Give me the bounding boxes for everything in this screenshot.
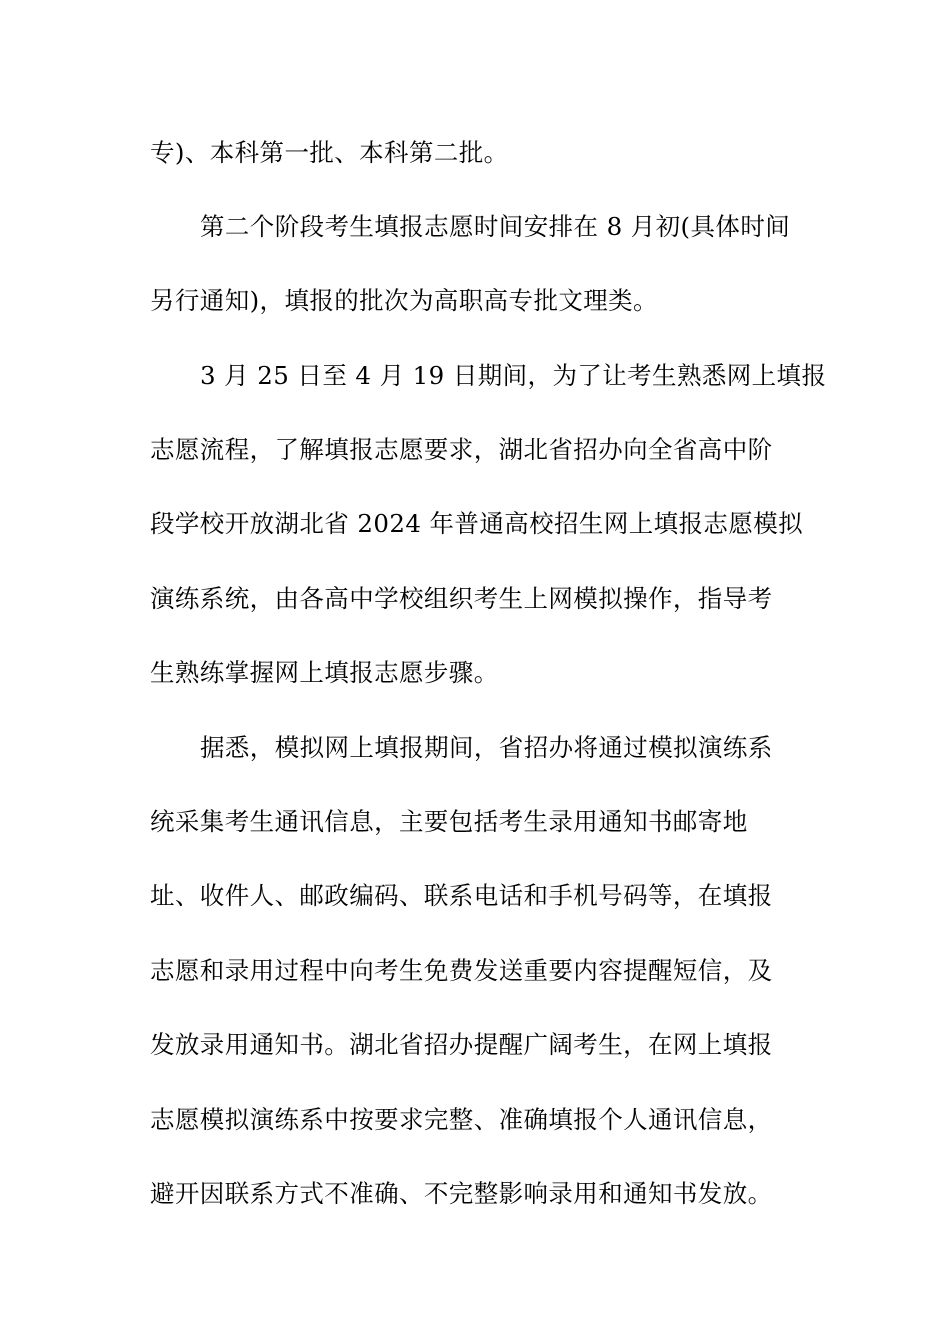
text-line: 避开因联系方式不准确、不完整影响录用和通知书发放。 — [150, 1179, 773, 1208]
text-line: 发放录用通知书。湖北省招办提醒广阔考生，在网上填报 — [150, 1030, 773, 1059]
text-line: 生熟练掌握网上填报志愿步骤。 — [150, 658, 499, 687]
paragraph-start-line: 据悉，模拟网上填报期间，省招办将通过模拟演练系 — [200, 733, 773, 762]
paragraph-start-line: 第二个阶段考生填报志愿时间安排在 8 月初(具体时间 — [200, 212, 791, 241]
text-line: 志愿模拟演练系中按要求完整、准确填报个人通讯信息， — [150, 1105, 773, 1134]
text-line: 志愿和录用过程中向考生免费发送重要内容提醒短信，及 — [150, 956, 773, 985]
text-line: 统采集考生通讯信息，主要包括考生录用通知书邮寄地 — [150, 807, 748, 836]
text-line: 专)、本科第一批、本科第二批。 — [150, 138, 509, 167]
text-line: 址、收件人、邮政编码、联系电话和手机号码等，在填报 — [150, 881, 773, 910]
text-line: 志愿流程，了解填报志愿要求，湖北省招办向全省高中阶 — [150, 435, 773, 464]
text-line: 演练系统，由各高中学校组织考生上网模拟操作，指导考 — [150, 584, 773, 613]
paragraph-start-line: 3 月 25 日至 4 月 19 日期间，为了让考生熟悉网上填报 — [200, 361, 827, 390]
text-line: 另行通知)，填报的批次为高职高专批文理类。 — [150, 286, 658, 315]
text-line: 段学校开放湖北省 2024 年普通高校招生网上填报志愿模拟 — [150, 509, 804, 538]
